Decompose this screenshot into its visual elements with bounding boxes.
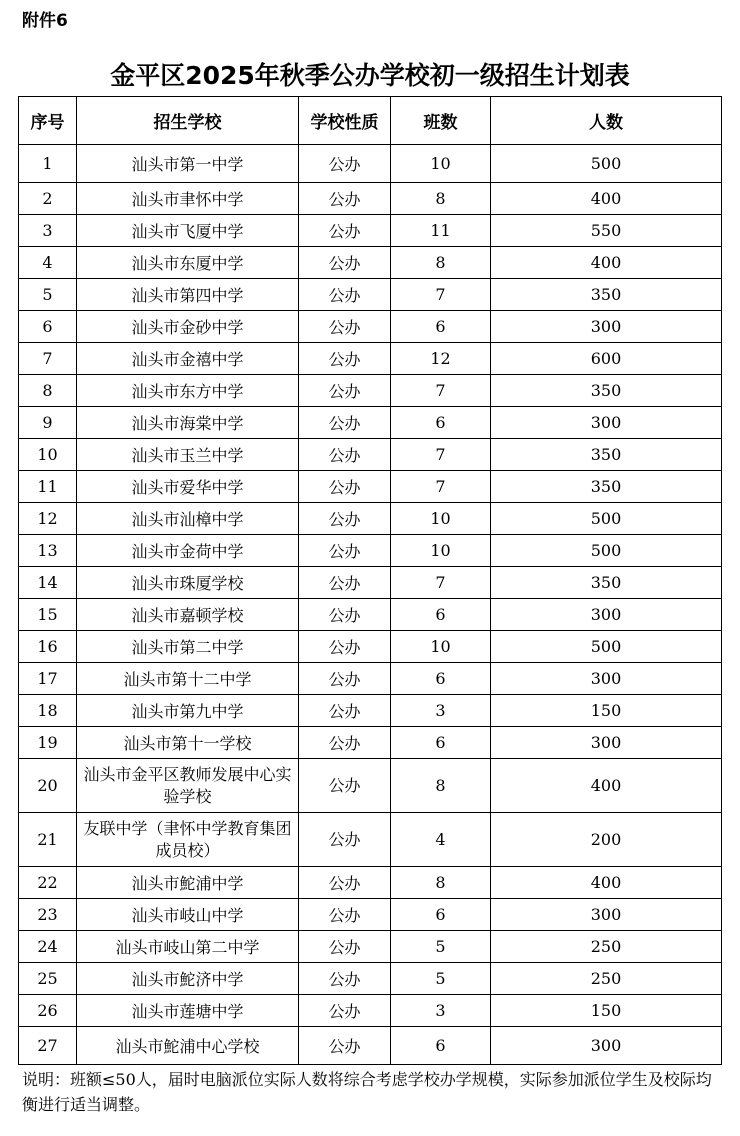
cell-people: 400	[491, 183, 722, 215]
cell-nature: 公办	[299, 567, 391, 599]
cell-classes: 6	[391, 663, 491, 695]
cell-seq: 6	[19, 311, 77, 343]
cell-seq: 3	[19, 215, 77, 247]
cell-nature: 公办	[299, 995, 391, 1027]
cell-seq: 22	[19, 867, 77, 899]
cell-nature: 公办	[299, 145, 391, 183]
cell-seq: 13	[19, 535, 77, 567]
cell-school: 汕头市嘉顿学校	[77, 599, 299, 631]
table-row	[19, 215, 722, 247]
cell-school: 汕头市飞厦中学	[77, 215, 299, 247]
table-row	[19, 963, 722, 995]
table-row	[19, 439, 722, 471]
cell-classes: 10	[391, 535, 491, 567]
cell-school: 汕头市莲塘中学	[77, 995, 299, 1027]
cell-classes: 8	[391, 183, 491, 215]
table-row	[19, 311, 722, 343]
cell-seq: 14	[19, 567, 77, 599]
cell-classes: 8	[391, 867, 491, 899]
cell-classes: 5	[391, 931, 491, 963]
cell-people: 300	[491, 1027, 722, 1065]
cell-seq: 17	[19, 663, 77, 695]
cell-nature: 公办	[299, 599, 391, 631]
cell-people: 350	[491, 439, 722, 471]
cell-classes: 10	[391, 145, 491, 183]
cell-nature: 公办	[299, 375, 391, 407]
cell-school: 汕头市东厦中学	[77, 247, 299, 279]
enrollment-plan-table	[18, 96, 722, 1065]
cell-classes: 10	[391, 503, 491, 535]
cell-classes: 6	[391, 899, 491, 931]
footnote: 说明：班额≤50人，届时电脑派位实际人数将综合考虑学校办学规模，实际参加派位学生及校际均衡进行适当调整。	[22, 1070, 712, 1114]
cell-nature: 公办	[299, 343, 391, 375]
header-nature: 学校性质	[299, 97, 391, 145]
table-row	[19, 503, 722, 535]
cell-classes: 6	[391, 311, 491, 343]
cell-nature: 公办	[299, 247, 391, 279]
cell-seq: 27	[19, 1027, 77, 1065]
cell-classes: 7	[391, 471, 491, 503]
table-row	[19, 631, 722, 663]
cell-school: 汕头市汕樟中学	[77, 503, 299, 535]
cell-classes: 7	[391, 567, 491, 599]
cell-seq: 5	[19, 279, 77, 311]
cell-school: 汕头市东方中学	[77, 375, 299, 407]
table-row	[19, 343, 722, 375]
cell-seq: 25	[19, 963, 77, 995]
cell-nature: 公办	[299, 695, 391, 727]
cell-people: 350	[491, 375, 722, 407]
cell-school: 汕头市玉兰中学	[77, 439, 299, 471]
cell-nature: 公办	[299, 535, 391, 567]
cell-nature: 公办	[299, 759, 391, 813]
table-row	[19, 759, 722, 813]
cell-people: 300	[491, 727, 722, 759]
cell-people: 350	[491, 567, 722, 599]
cell-school: 汕头市金平区教师发展中心实验学校	[77, 759, 299, 813]
cell-people: 600	[491, 343, 722, 375]
cell-nature: 公办	[299, 215, 391, 247]
cell-classes: 3	[391, 995, 491, 1027]
attachment-label: 附件6	[22, 11, 68, 31]
cell-seq: 24	[19, 931, 77, 963]
table-row	[19, 599, 722, 631]
table-row	[19, 867, 722, 899]
cell-school: 汕头市岐山中学	[77, 899, 299, 931]
cell-school: 汕头市第四中学	[77, 279, 299, 311]
cell-seq: 7	[19, 343, 77, 375]
cell-nature: 公办	[299, 727, 391, 759]
table-row	[19, 407, 722, 439]
cell-people: 150	[491, 695, 722, 727]
cell-seq: 16	[19, 631, 77, 663]
cell-classes: 12	[391, 343, 491, 375]
cell-classes: 8	[391, 759, 491, 813]
cell-seq: 9	[19, 407, 77, 439]
table-row	[19, 931, 722, 963]
cell-classes: 6	[391, 407, 491, 439]
cell-school: 汕头市鮀济中学	[77, 963, 299, 995]
cell-nature: 公办	[299, 867, 391, 899]
cell-people: 500	[491, 631, 722, 663]
cell-seq: 12	[19, 503, 77, 535]
table-row	[19, 695, 722, 727]
cell-nature: 公办	[299, 631, 391, 663]
cell-school: 汕头市聿怀中学	[77, 183, 299, 215]
cell-classes: 7	[391, 279, 491, 311]
cell-nature: 公办	[299, 311, 391, 343]
cell-nature: 公办	[299, 899, 391, 931]
document-title: 金平区2025年秋季公办学校初一级招生计划表	[110, 61, 630, 90]
cell-seq: 23	[19, 899, 77, 931]
cell-seq: 8	[19, 375, 77, 407]
cell-school: 汕头市第十一学校	[77, 727, 299, 759]
cell-classes: 5	[391, 963, 491, 995]
table-row	[19, 279, 722, 311]
table-row	[19, 899, 722, 931]
cell-people: 500	[491, 145, 722, 183]
cell-people: 300	[491, 311, 722, 343]
cell-classes: 10	[391, 631, 491, 663]
cell-nature: 公办	[299, 663, 391, 695]
cell-nature: 公办	[299, 503, 391, 535]
cell-school: 友联中学（聿怀中学教育集团成员校）	[77, 813, 299, 867]
table-row	[19, 567, 722, 599]
cell-nature: 公办	[299, 813, 391, 867]
cell-seq: 20	[19, 759, 77, 813]
cell-school: 汕头市爱华中学	[77, 471, 299, 503]
cell-nature: 公办	[299, 279, 391, 311]
cell-school: 汕头市鮀浦中学	[77, 867, 299, 899]
cell-people: 300	[491, 899, 722, 931]
cell-people: 250	[491, 963, 722, 995]
cell-nature: 公办	[299, 407, 391, 439]
table-body	[19, 145, 722, 1065]
cell-school: 汕头市海棠中学	[77, 407, 299, 439]
cell-people: 400	[491, 247, 722, 279]
cell-seq: 15	[19, 599, 77, 631]
cell-seq: 1	[19, 145, 77, 183]
header-classes: 班数	[391, 97, 491, 145]
table-header-row	[19, 97, 722, 145]
table-row	[19, 183, 722, 215]
table-row	[19, 471, 722, 503]
cell-school: 汕头市珠厦学校	[77, 567, 299, 599]
cell-seq: 11	[19, 471, 77, 503]
cell-seq: 21	[19, 813, 77, 867]
cell-seq: 2	[19, 183, 77, 215]
cell-classes: 4	[391, 813, 491, 867]
table-row	[19, 813, 722, 867]
cell-people: 500	[491, 503, 722, 535]
cell-seq: 10	[19, 439, 77, 471]
cell-school: 汕头市岐山第二中学	[77, 931, 299, 963]
cell-classes: 11	[391, 215, 491, 247]
cell-school: 汕头市第一中学	[77, 145, 299, 183]
table-row	[19, 1027, 722, 1065]
cell-nature: 公办	[299, 931, 391, 963]
cell-school: 汕头市金禧中学	[77, 343, 299, 375]
cell-people: 550	[491, 215, 722, 247]
cell-classes: 6	[391, 1027, 491, 1065]
table-row	[19, 995, 722, 1027]
cell-people: 300	[491, 407, 722, 439]
cell-classes: 8	[391, 247, 491, 279]
table-row	[19, 663, 722, 695]
header-school: 招生学校	[77, 97, 299, 145]
cell-people: 350	[491, 471, 722, 503]
cell-nature: 公办	[299, 471, 391, 503]
cell-nature: 公办	[299, 1027, 391, 1065]
cell-school: 汕头市鮀浦中心学校	[77, 1027, 299, 1065]
cell-classes: 7	[391, 439, 491, 471]
cell-people: 150	[491, 995, 722, 1027]
table-row	[19, 727, 722, 759]
cell-school: 汕头市第二中学	[77, 631, 299, 663]
cell-school: 汕头市第十二中学	[77, 663, 299, 695]
cell-nature: 公办	[299, 963, 391, 995]
header-people: 人数	[491, 97, 722, 145]
cell-school: 汕头市第九中学	[77, 695, 299, 727]
cell-classes: 6	[391, 727, 491, 759]
cell-people: 300	[491, 599, 722, 631]
table-row	[19, 247, 722, 279]
cell-seq: 4	[19, 247, 77, 279]
table-row	[19, 375, 722, 407]
cell-seq: 18	[19, 695, 77, 727]
cell-school: 汕头市金荷中学	[77, 535, 299, 567]
cell-people: 400	[491, 759, 722, 813]
cell-people: 500	[491, 535, 722, 567]
cell-people: 350	[491, 279, 722, 311]
cell-classes: 7	[391, 375, 491, 407]
header-seq: 序号	[19, 97, 77, 145]
cell-school: 汕头市金砂中学	[77, 311, 299, 343]
table-row	[19, 145, 722, 183]
cell-seq: 19	[19, 727, 77, 759]
cell-people: 400	[491, 867, 722, 899]
cell-nature: 公办	[299, 183, 391, 215]
cell-nature: 公办	[299, 439, 391, 471]
cell-people: 200	[491, 813, 722, 867]
cell-seq: 26	[19, 995, 77, 1027]
table-row	[19, 535, 722, 567]
cell-classes: 6	[391, 599, 491, 631]
cell-people: 250	[491, 931, 722, 963]
cell-classes: 3	[391, 695, 491, 727]
cell-people: 300	[491, 663, 722, 695]
